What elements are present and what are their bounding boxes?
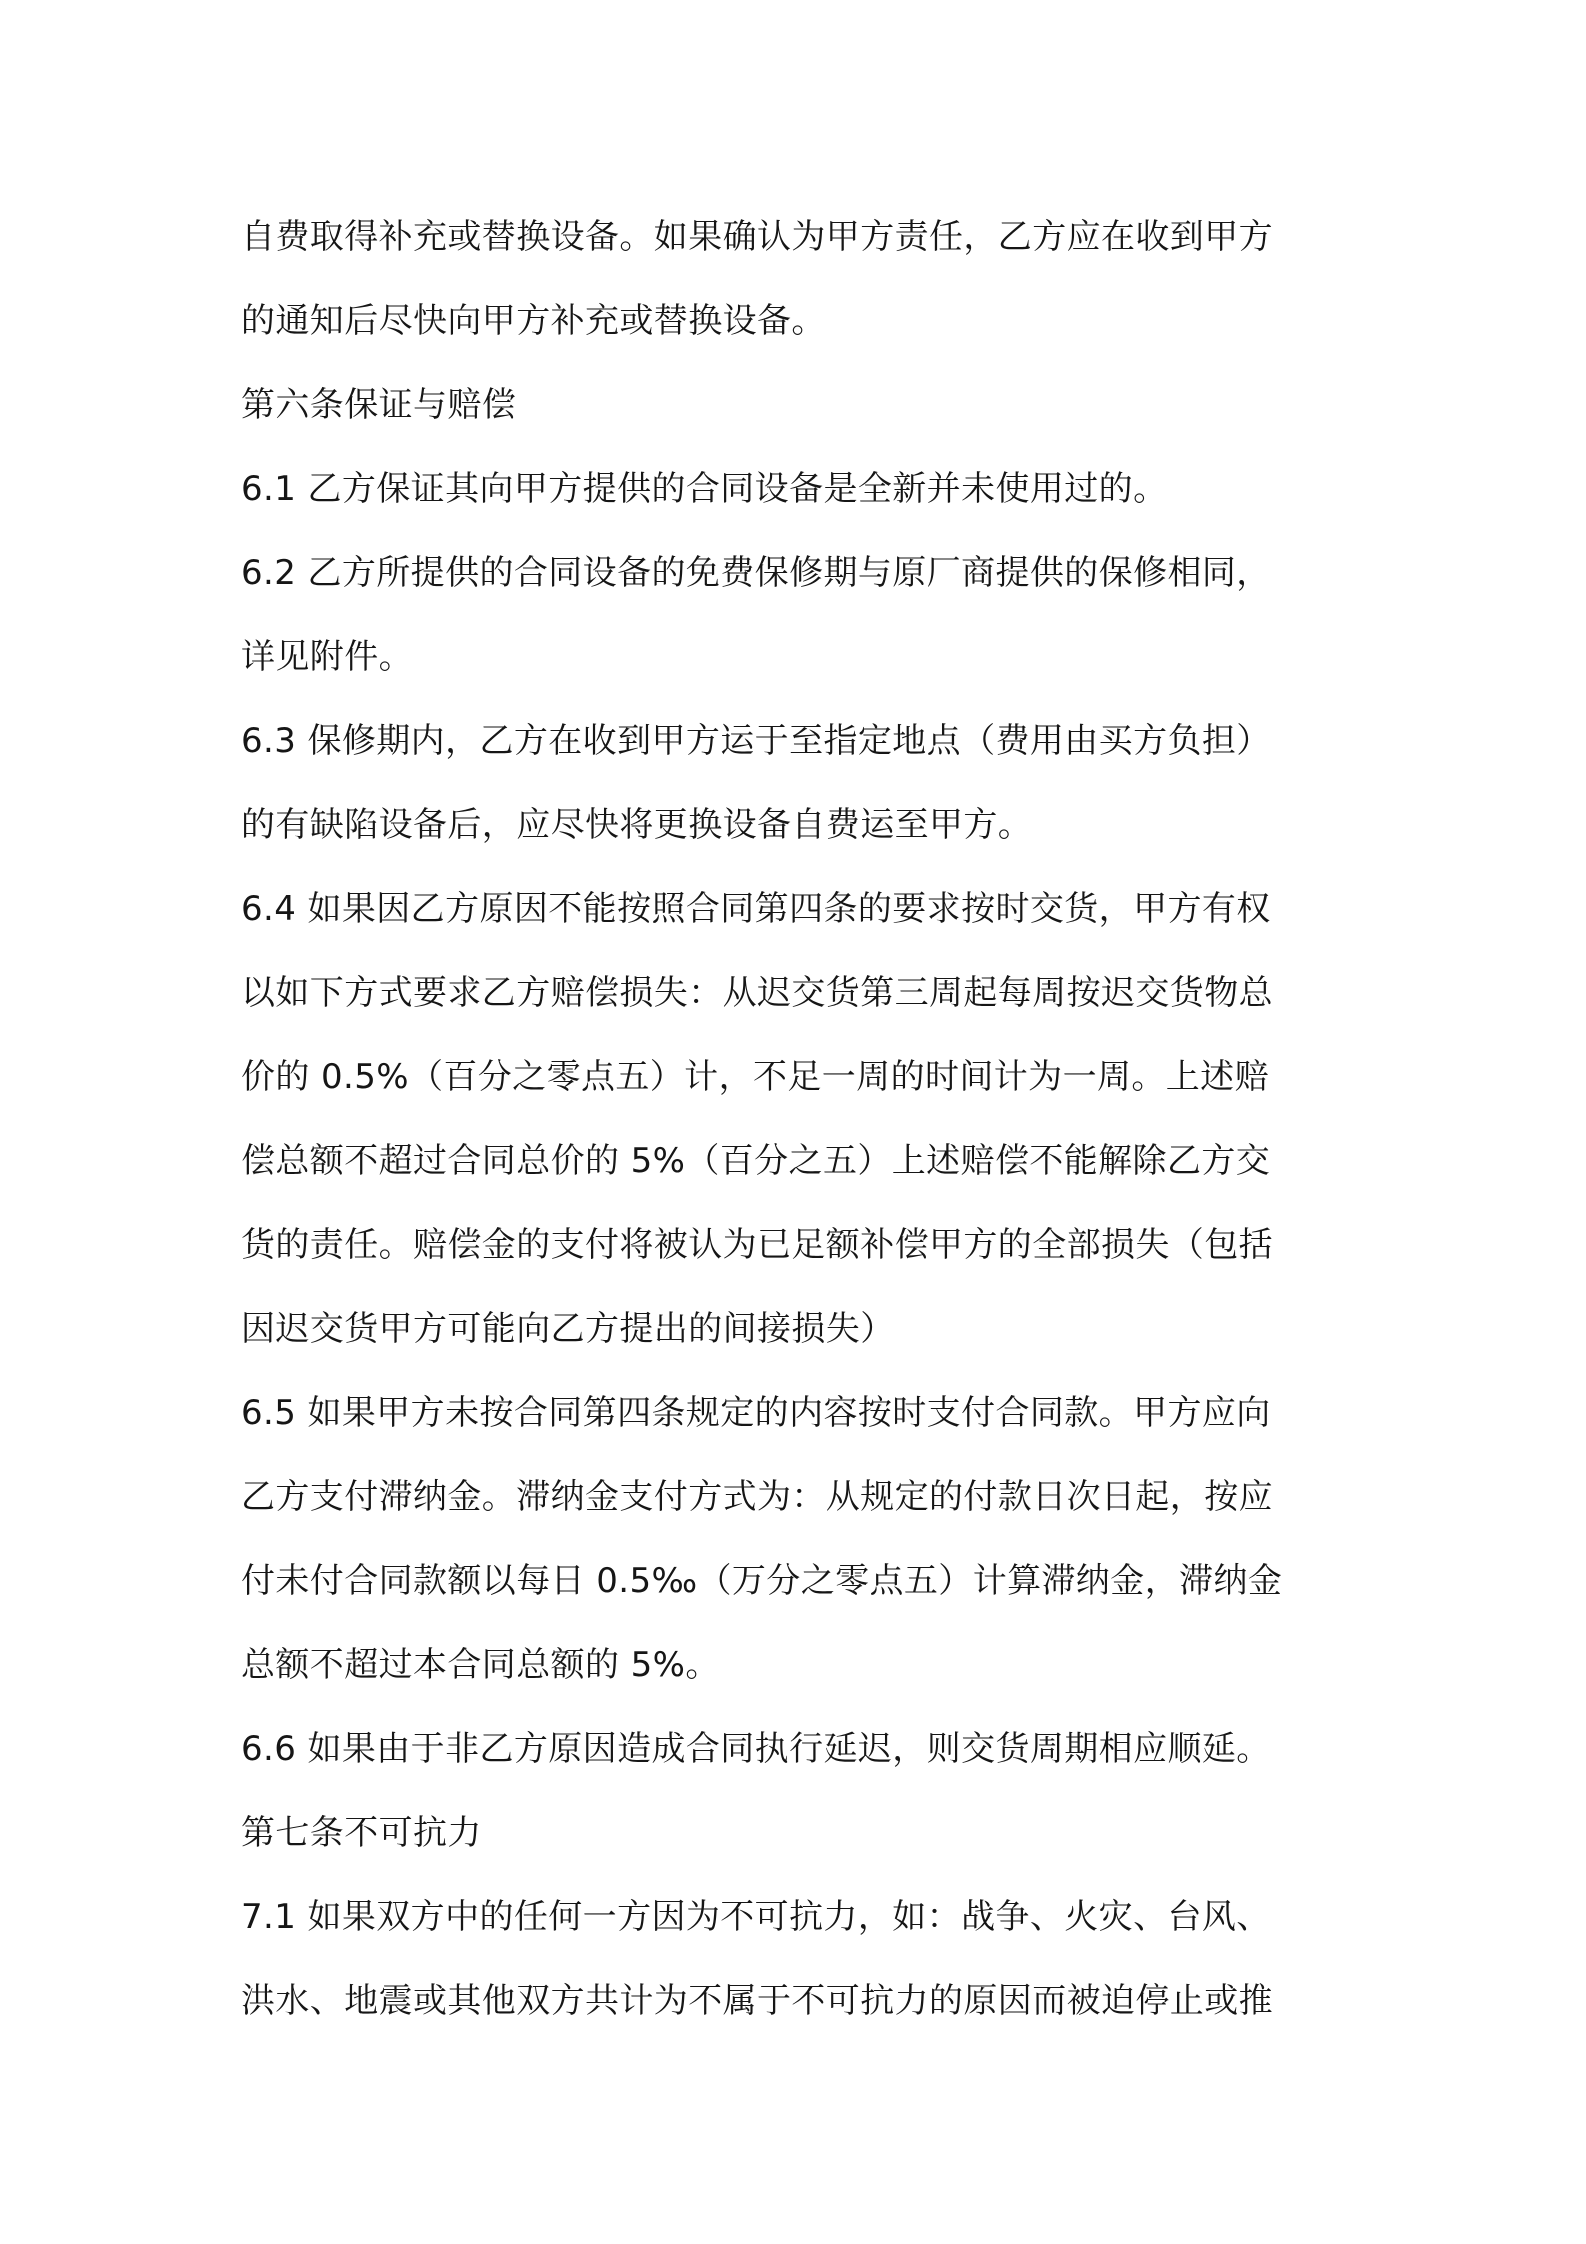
clause-6-4-line-2: 以如下方式要求乙方赔偿损失：从迟交货第三周起每周按迟交货物总: [241, 973, 1273, 1013]
clause-6-3-line-2: 的有缺陷设备后，应尽快将更换设备自费运至甲方。: [241, 805, 1033, 845]
clause-6-2-line-1: 6.2 乙方所提供的合同设备的免费保修期与原厂商提供的保修相同，: [241, 553, 1271, 593]
clause-6-4-line-4: 偿总额不超过合同总价的 5%（百分之五）上述赔偿不能解除乙方交: [241, 1141, 1271, 1181]
clause-7-1-line-2: 洪水、地震或其他双方共计为不属于不可抗力的原因而被迫停止或推: [241, 1981, 1273, 2021]
clause-7-1-line-1: 7.1 如果双方中的任何一方因为不可抗力，如：战争、火灾、台风、: [241, 1897, 1271, 1937]
clause-6-5-line-3: 付未付合同款额以每日 0.5‰（万分之零点五）计算滞纳金，滞纳金: [241, 1561, 1283, 1601]
clause-6-5-line-2: 乙方支付滞纳金。滞纳金支付方式为：从规定的付款日次日起，按应: [241, 1477, 1273, 1517]
text-line-continuation-2: 的通知后尽快向甲方补充或替换设备。: [241, 301, 826, 341]
clause-6-2-line-2: 详见附件。: [241, 637, 413, 677]
section-heading-article-7: 第七条不可抗力: [241, 1813, 482, 1853]
clause-6-6: 6.6 如果由于非乙方原因造成合同执行延迟，则交货周期相应顺延。: [241, 1729, 1271, 1769]
clause-6-5-line-1: 6.5 如果甲方未按合同第四条规定的内容按时支付合同款。甲方应向: [241, 1393, 1271, 1433]
clause-6-4-line-1: 6.4 如果因乙方原因不能按照合同第四条的要求按时交货，甲方有权: [241, 889, 1271, 929]
clause-6-4-line-6: 因迟交货甲方可能向乙方提出的间接损失）: [241, 1309, 895, 1349]
contract-text-block: [241, 195, 1351, 2043]
clause-6-3-line-1: 6.3 保修期内，乙方在收到甲方运于至指定地点（费用由买方负担）: [241, 721, 1271, 761]
clause-6-1: 6.1 乙方保证其向甲方提供的合同设备是全新并未使用过的。: [241, 469, 1168, 509]
clause-6-4-line-5: 货的责任。赔偿金的支付将被认为已足额补偿甲方的全部损失（包括: [241, 1225, 1273, 1265]
clause-6-4-line-3: 价的 0.5%（百分之零点五）计，不足一周的时间计为一周。上述赔: [241, 1057, 1269, 1097]
section-heading-article-6: 第六条保证与赔偿: [241, 385, 517, 425]
clause-6-5-line-4: 总额不超过本合同总额的 5%。: [241, 1645, 720, 1685]
text-line-continuation-1: 自费取得补充或替换设备。如果确认为甲方责任，乙方应在收到甲方: [241, 217, 1273, 257]
